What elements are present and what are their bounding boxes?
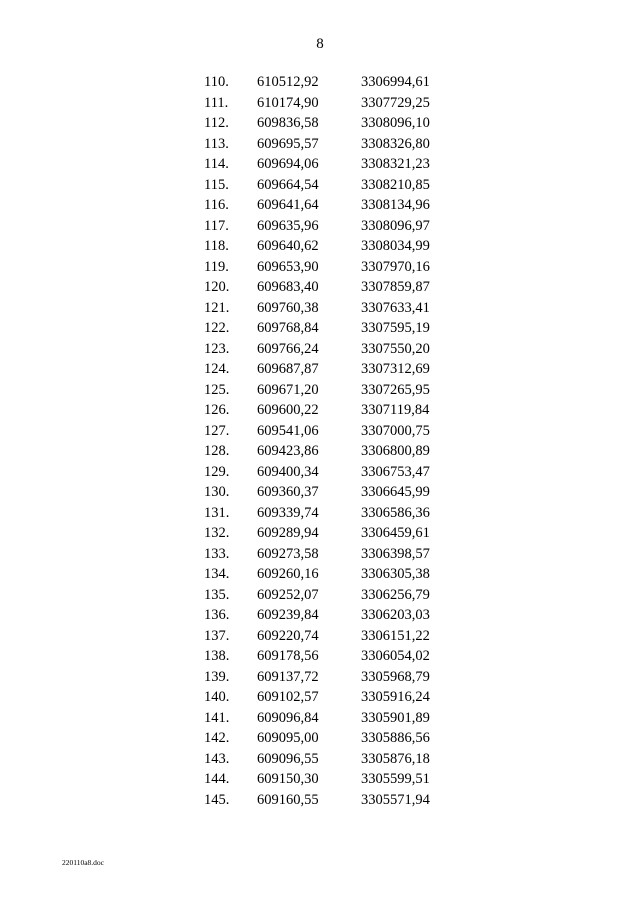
x-coordinate: 609339,74 (257, 504, 319, 521)
row-number: 118. (204, 238, 229, 254)
y-coordinate: 3308321,23 (361, 156, 430, 172)
x-coordinate: 609766,24 (257, 340, 319, 357)
y-coordinate: 3308326,80 (361, 135, 430, 152)
x-coordinate: 609150,30 (257, 771, 319, 787)
table-row (0, 380, 640, 401)
y-coordinate: 3305876,18 (361, 750, 430, 767)
y-coordinate: 3307000,75 (361, 422, 430, 439)
row-number: 129. (204, 463, 230, 480)
y-coordinate: 3306586,36 (361, 504, 430, 521)
x-coordinate: 609239,84 (257, 607, 319, 623)
y-coordinate: 3305571,94 (361, 791, 430, 808)
x-coordinate: 609768,84 (257, 320, 319, 336)
table-row (0, 421, 640, 442)
table-row (0, 134, 640, 155)
row-number: 112. (204, 115, 229, 131)
row-number: 140. (204, 689, 230, 705)
table-row (0, 523, 640, 544)
row-number: 122. (204, 320, 230, 336)
y-coordinate: 3308134,96 (361, 197, 430, 213)
y-coordinate: 3307970,16 (361, 258, 430, 275)
y-coordinate: 3307633,41 (361, 299, 430, 316)
x-coordinate: 609137,72 (257, 668, 319, 685)
x-coordinate: 609640,62 (257, 238, 319, 254)
x-coordinate: 609260,16 (257, 566, 319, 582)
y-coordinate: 3307729,25 (361, 94, 430, 111)
row-number: 141. (204, 709, 230, 726)
row-number: 114. (204, 156, 229, 172)
x-coordinate: 609683,40 (257, 279, 319, 295)
x-coordinate: 609760,38 (257, 299, 319, 316)
y-coordinate: 3307119,84 (361, 402, 430, 418)
x-coordinate: 609178,56 (257, 648, 319, 664)
table-row (0, 441, 640, 462)
y-coordinate: 3308096,10 (361, 115, 430, 131)
footer-filename: 220110a8.doc (62, 858, 105, 867)
x-coordinate: 609687,87 (257, 361, 319, 377)
row-number: 130. (204, 484, 230, 500)
table-row (0, 195, 640, 216)
y-coordinate: 3305916,24 (361, 689, 430, 705)
table-row (0, 646, 640, 667)
table-row (0, 298, 640, 319)
table-row (0, 72, 640, 93)
x-coordinate: 609400,34 (257, 463, 319, 480)
y-coordinate: 3305886,56 (361, 730, 430, 746)
y-coordinate: 3306800,89 (361, 443, 430, 459)
x-coordinate: 609664,54 (257, 176, 319, 193)
y-coordinate: 3308034,99 (361, 238, 430, 254)
row-number: 120. (204, 279, 230, 295)
x-coordinate: 609671,20 (257, 381, 319, 398)
y-coordinate: 3305901,89 (361, 709, 430, 726)
x-coordinate: 609252,07 (257, 586, 319, 603)
y-coordinate: 3305599,51 (361, 771, 430, 787)
row-number: 126. (204, 402, 230, 418)
y-coordinate: 3307265,95 (361, 381, 430, 398)
table-row (0, 216, 640, 237)
x-coordinate: 609694,06 (257, 156, 319, 172)
y-coordinate: 3306256,79 (361, 586, 430, 603)
y-coordinate: 3306645,99 (361, 484, 430, 500)
table-row (0, 626, 640, 647)
table-row (0, 339, 640, 360)
x-coordinate: 609096,84 (257, 709, 319, 726)
table-row (0, 790, 640, 811)
table-row (0, 359, 640, 380)
table-row (0, 175, 640, 196)
y-coordinate: 3308210,85 (361, 176, 430, 193)
table-row (0, 93, 640, 114)
row-number: 124. (204, 361, 230, 377)
table-row (0, 154, 640, 175)
row-number: 110. (204, 74, 229, 90)
table-row (0, 708, 640, 729)
x-coordinate: 609095,00 (257, 730, 319, 746)
y-coordinate: 3306054,02 (361, 648, 430, 664)
row-number: 142. (204, 730, 230, 746)
table-row (0, 605, 640, 626)
row-number: 128. (204, 443, 230, 459)
table-row (0, 769, 640, 790)
y-coordinate: 3306459,61 (361, 525, 430, 541)
row-number: 137. (204, 627, 230, 644)
table-row (0, 277, 640, 298)
row-number: 121. (204, 299, 230, 316)
row-number: 134. (204, 566, 230, 582)
table-row (0, 503, 640, 524)
row-number: 139. (204, 668, 230, 685)
coordinate-table (0, 72, 640, 810)
row-number: 135. (204, 586, 230, 603)
x-coordinate: 609360,37 (257, 484, 319, 500)
y-coordinate: 3307550,20 (361, 340, 430, 357)
table-row (0, 482, 640, 503)
row-number: 143. (204, 750, 230, 767)
table-row (0, 113, 640, 134)
x-coordinate: 609102,57 (257, 689, 319, 705)
y-coordinate: 3308096,97 (361, 217, 430, 234)
table-row (0, 257, 640, 278)
x-coordinate: 609695,57 (257, 135, 319, 152)
table-row (0, 687, 640, 708)
row-number: 115. (204, 176, 229, 193)
x-coordinate: 609289,94 (257, 525, 319, 541)
x-coordinate: 609635,96 (257, 217, 319, 234)
row-number: 132. (204, 525, 230, 541)
y-coordinate: 3306398,57 (361, 545, 430, 562)
table-row (0, 544, 640, 565)
table-row (0, 564, 640, 585)
row-number: 123. (204, 340, 230, 357)
row-number: 117. (204, 217, 229, 234)
x-coordinate: 610174,90 (257, 94, 319, 111)
y-coordinate: 3306151,22 (361, 627, 430, 644)
x-coordinate: 610512,92 (257, 74, 319, 90)
table-row (0, 667, 640, 688)
y-coordinate: 3305968,79 (361, 668, 430, 685)
table-row (0, 318, 640, 339)
y-coordinate: 3306305,38 (361, 566, 430, 582)
row-number: 127. (204, 422, 230, 439)
row-number: 144. (204, 771, 230, 787)
y-coordinate: 3307859,87 (361, 279, 430, 295)
x-coordinate: 609600,22 (257, 402, 319, 418)
table-row (0, 462, 640, 483)
row-number: 119. (204, 258, 229, 275)
row-number: 125. (204, 381, 230, 398)
y-coordinate: 3306994,61 (361, 74, 430, 90)
row-number: 138. (204, 648, 230, 664)
row-number: 116. (204, 197, 229, 213)
table-row (0, 236, 640, 257)
x-coordinate: 609096,55 (257, 750, 319, 767)
row-number: 111. (204, 94, 229, 111)
y-coordinate: 3307312,69 (361, 361, 430, 377)
x-coordinate: 609273,58 (257, 545, 319, 562)
row-number: 133. (204, 545, 230, 562)
x-coordinate: 609541,06 (257, 422, 319, 439)
y-coordinate: 3306753,47 (361, 463, 430, 480)
row-number: 113. (204, 135, 229, 152)
x-coordinate: 609653,90 (257, 258, 319, 275)
y-coordinate: 3306203,03 (361, 607, 430, 623)
row-number: 136. (204, 607, 230, 623)
x-coordinate: 609836,58 (257, 115, 319, 131)
x-coordinate: 609160,55 (257, 791, 319, 808)
table-row (0, 585, 640, 606)
table-row (0, 728, 640, 749)
row-number: 131. (204, 504, 230, 521)
x-coordinate: 609220,74 (257, 627, 319, 644)
row-number: 145. (204, 791, 230, 808)
table-row (0, 749, 640, 770)
table-row (0, 400, 640, 421)
x-coordinate: 609641,64 (257, 197, 319, 213)
page-number: 8 (316, 36, 324, 52)
y-coordinate: 3307595,19 (361, 320, 430, 336)
x-coordinate: 609423,86 (257, 443, 319, 459)
